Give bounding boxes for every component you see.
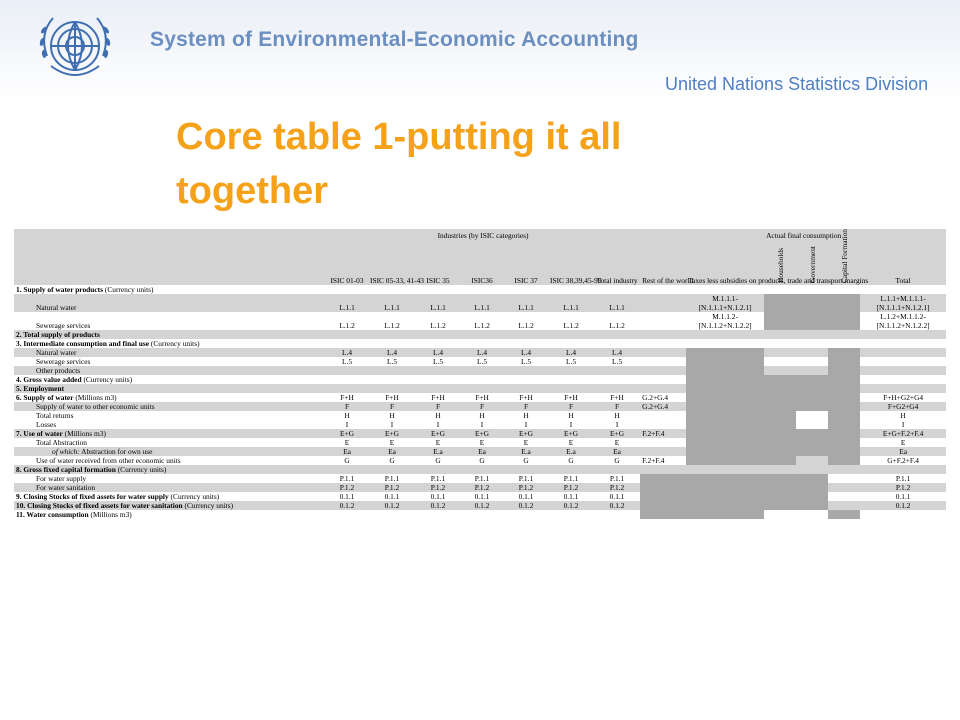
table-cell: F bbox=[435, 402, 441, 411]
table-cell: L.5 bbox=[476, 357, 488, 366]
table-cell bbox=[686, 312, 764, 330]
row-unit: (Millions m3) bbox=[90, 510, 132, 519]
row-label: Total Abstraction bbox=[36, 438, 88, 447]
row-label: For water sanitation bbox=[36, 483, 96, 492]
table-cell: L.4 bbox=[341, 348, 353, 357]
table-cell bbox=[860, 348, 946, 357]
table-cell bbox=[828, 474, 860, 483]
table-cell bbox=[860, 366, 946, 375]
table-cell bbox=[640, 510, 686, 519]
isic-header: ISIC 38,39,45-99 bbox=[550, 276, 602, 285]
table-cell: 0.1.1 bbox=[609, 492, 625, 501]
table-cell: L.1.1 bbox=[474, 303, 490, 312]
table-cell bbox=[860, 312, 946, 330]
table-cell: P.1.1 bbox=[430, 474, 446, 483]
table-cell bbox=[686, 510, 764, 519]
row-title: 3. Intermediate consumption and final use bbox=[16, 339, 150, 348]
table-cell: L.5 bbox=[565, 357, 577, 366]
table-cell: H bbox=[523, 411, 529, 420]
row-label bbox=[14, 447, 326, 456]
table-cell: H bbox=[900, 411, 906, 420]
row-label: Total returns bbox=[36, 411, 74, 420]
households-label: Households bbox=[775, 248, 785, 283]
table-cell: G bbox=[344, 456, 350, 465]
table-cell: F+H bbox=[475, 393, 489, 402]
table-cell bbox=[640, 447, 686, 456]
table-cell bbox=[764, 510, 828, 519]
table-row bbox=[14, 447, 946, 456]
table-cell: I bbox=[390, 420, 394, 429]
row-label: Natural water bbox=[36, 303, 77, 312]
table-cell bbox=[640, 420, 686, 429]
table-cell bbox=[828, 411, 860, 420]
table-cell: L.5 bbox=[612, 357, 623, 366]
table-row bbox=[14, 393, 946, 402]
table-cell bbox=[686, 366, 764, 375]
isic-header: ISIC 35 bbox=[426, 276, 450, 285]
cell-line: L.1.1+M.1.1.1- bbox=[880, 294, 926, 303]
table-cell: F+H+G2+G4 bbox=[883, 393, 924, 402]
table-cell bbox=[686, 456, 796, 465]
row-title: 8. Gross fixed capital formation bbox=[16, 465, 116, 474]
slide-title-line1: Core table 1-putting it all bbox=[176, 116, 622, 158]
row-label bbox=[14, 465, 326, 474]
table-cell: L.4 bbox=[612, 348, 623, 357]
table-row bbox=[14, 456, 946, 465]
table-cell bbox=[764, 366, 828, 375]
table-row bbox=[14, 294, 946, 312]
slide-title bbox=[176, 110, 621, 218]
table-cell: E bbox=[900, 438, 906, 447]
isic-header: Total industry bbox=[596, 276, 638, 285]
core-table-container bbox=[14, 229, 946, 519]
table-cell: F bbox=[614, 402, 620, 411]
table-cell: L.1.2 bbox=[518, 321, 534, 330]
table-cell: E bbox=[523, 438, 529, 447]
table-row bbox=[14, 465, 946, 474]
table-row bbox=[14, 411, 946, 420]
table-cell: E+G+F.2+F.4 bbox=[882, 429, 924, 438]
table-cell: F bbox=[344, 402, 350, 411]
table-cell bbox=[764, 294, 860, 312]
table-cell: P.1.1 bbox=[518, 474, 534, 483]
table-cell: E+G bbox=[430, 429, 446, 438]
table-cell: L.1.1 bbox=[339, 303, 355, 312]
row-unit: (Currency units) bbox=[150, 339, 200, 348]
table-cell: G.2+G.4 bbox=[642, 402, 669, 411]
table-cell: P.1.1 bbox=[609, 474, 625, 483]
row-label: For water supply bbox=[36, 474, 87, 483]
row-unit: (Currency units) bbox=[117, 465, 167, 474]
table-cell bbox=[686, 348, 764, 357]
isic-header: ISIC 37 bbox=[514, 276, 538, 285]
table-cell: F bbox=[389, 402, 395, 411]
table-cell: Ea bbox=[613, 447, 621, 456]
table-cell: P.1.1 bbox=[895, 474, 911, 483]
table-cell: G+F.2+F.4 bbox=[887, 456, 919, 465]
table-cell bbox=[828, 492, 860, 501]
table-cell: P.1.2 bbox=[518, 483, 534, 492]
table-cell: P.1.1 bbox=[563, 474, 579, 483]
row-unit: (Millions m3) bbox=[75, 393, 117, 402]
table-cell: P.1.2 bbox=[563, 483, 579, 492]
table-cell: F+G2+G4 bbox=[887, 402, 919, 411]
row-label bbox=[14, 339, 326, 348]
actual-final-header: Actual final consumption bbox=[766, 230, 842, 240]
table-cell: P.1.2 bbox=[895, 483, 911, 492]
table-cell: L.1.2 bbox=[474, 321, 490, 330]
table-cell: E.a bbox=[566, 447, 576, 456]
table-cell: E bbox=[435, 438, 441, 447]
table-row bbox=[14, 366, 946, 375]
table-cell: Ea bbox=[343, 447, 351, 456]
table-cell: F.2+F.4 bbox=[642, 429, 665, 438]
table-cell: 0.1.2 bbox=[384, 501, 400, 510]
government-label: Government bbox=[807, 246, 817, 283]
table-cell: 0.1.1 bbox=[384, 492, 400, 501]
row-title: 4. Gross value added bbox=[16, 375, 82, 384]
table-cell bbox=[860, 357, 946, 366]
table-row bbox=[14, 348, 946, 357]
cell-line: L.1.2+M.1.1.2- bbox=[880, 312, 926, 321]
table-cell: P.1.1 bbox=[384, 474, 400, 483]
table-row bbox=[14, 330, 946, 339]
table-cell: H bbox=[568, 411, 574, 420]
table-cell bbox=[326, 339, 946, 348]
table-cell bbox=[686, 384, 860, 393]
table-cell: H bbox=[435, 411, 441, 420]
table-cell: G bbox=[389, 456, 395, 465]
table-row bbox=[14, 375, 946, 384]
table-cell: 0.1.2 bbox=[563, 501, 579, 510]
table-cell bbox=[828, 420, 860, 429]
table-cell bbox=[828, 456, 860, 465]
cell-line: M.1.1.1- bbox=[712, 294, 738, 303]
table-cell: H bbox=[614, 411, 620, 420]
table-cell: F+H bbox=[431, 393, 445, 402]
table-row bbox=[14, 483, 946, 492]
table-cell: E+G bbox=[563, 429, 579, 438]
table-cell: G.2+G.4 bbox=[642, 393, 669, 402]
isic-header: ISIC36 bbox=[471, 276, 493, 285]
table-cell bbox=[828, 510, 860, 519]
table-cell: P.1.2 bbox=[339, 483, 355, 492]
table-cell bbox=[686, 402, 860, 411]
table-cell: 0.1.2 bbox=[895, 501, 911, 510]
un-emblem-icon bbox=[25, 4, 125, 94]
table-cell: E+G bbox=[610, 429, 625, 438]
row-label bbox=[14, 393, 326, 402]
cell-line: [N.1.1.1+N.1.2.1] bbox=[698, 303, 752, 312]
table-cell: E bbox=[614, 438, 620, 447]
table-cell bbox=[640, 438, 686, 447]
table-cell: L.5 bbox=[432, 357, 444, 366]
table-cell: P.1.2 bbox=[384, 483, 400, 492]
table-cell: H bbox=[389, 411, 395, 420]
table-cell: P.1.2 bbox=[430, 483, 446, 492]
table-cell bbox=[860, 510, 946, 519]
core-table bbox=[14, 229, 946, 519]
table-cell bbox=[640, 294, 686, 312]
table-row bbox=[14, 429, 946, 438]
table-cell: Ea bbox=[899, 447, 907, 456]
table-cell: L.1.1 bbox=[518, 303, 534, 312]
table-cell: I bbox=[524, 420, 528, 429]
table-cell: G bbox=[614, 456, 620, 465]
table-cell bbox=[326, 366, 686, 375]
table-cell: F bbox=[523, 402, 529, 411]
table-cell bbox=[326, 285, 946, 294]
table-cell: F+H bbox=[385, 393, 399, 402]
row-title: 10. Closing Stocks of fixed assets for water sanitation bbox=[16, 501, 183, 510]
table-cell: H bbox=[479, 411, 485, 420]
table-cell bbox=[686, 438, 860, 447]
row-unit: (Currency units) bbox=[83, 375, 133, 384]
cell-line: M.1.1.2- bbox=[712, 312, 738, 321]
row-label: 2. Total supply of products bbox=[16, 330, 100, 339]
row-label: Natural water bbox=[36, 348, 77, 357]
row-unit: (Millions m3) bbox=[64, 429, 106, 438]
row-unit: (Currency units) bbox=[104, 285, 154, 294]
table-cell bbox=[796, 456, 828, 465]
capital-formation-label: Capital Formation bbox=[839, 229, 849, 283]
table-cell: E bbox=[389, 438, 395, 447]
table-cell: E bbox=[479, 438, 485, 447]
industries-header: Industries (by ISIC categories) bbox=[437, 230, 529, 240]
table-cell: 0.1.1 bbox=[895, 492, 911, 501]
table-cell: F.2+F.4 bbox=[642, 456, 665, 465]
org-title: System of Environmental-Economic Accounting bbox=[150, 28, 639, 51]
row-title: 1. Supply of water products bbox=[16, 285, 103, 294]
table-cell bbox=[640, 348, 686, 357]
table-cell bbox=[828, 357, 860, 366]
table-cell: 0.1.2 bbox=[430, 501, 446, 510]
row-label: Sewerage services bbox=[36, 357, 91, 366]
table-row bbox=[14, 501, 946, 510]
table-cell bbox=[796, 420, 828, 429]
table-cell bbox=[640, 357, 686, 366]
table-cell: F+H bbox=[564, 393, 578, 402]
table-cell: L.4 bbox=[432, 348, 444, 357]
table-cell: L.1.2 bbox=[430, 321, 446, 330]
table-cell: E+G bbox=[339, 429, 355, 438]
table-cell: I bbox=[615, 420, 619, 429]
cell-line: [N.1.1.2+N.1.2.2] bbox=[876, 321, 930, 330]
row-label: Other products bbox=[36, 366, 81, 375]
table-cell bbox=[640, 492, 828, 501]
table-cell: E+G bbox=[384, 429, 400, 438]
table-cell bbox=[686, 393, 860, 402]
table-cell: 0.1.1 bbox=[518, 492, 534, 501]
table-row bbox=[14, 474, 946, 483]
table-cell bbox=[828, 501, 860, 510]
table-cell: 0.1.1 bbox=[563, 492, 579, 501]
table-cell bbox=[764, 348, 828, 357]
table-cell: E+G bbox=[474, 429, 490, 438]
table-cell: P.1.1 bbox=[339, 474, 355, 483]
table-cell bbox=[828, 348, 860, 357]
table-cell: E bbox=[344, 438, 350, 447]
row-label: Sewerage services bbox=[36, 321, 91, 330]
table-cell: L.5 bbox=[386, 357, 398, 366]
table-cell: L.1.2 bbox=[339, 321, 355, 330]
table-row bbox=[14, 420, 946, 429]
table-row bbox=[14, 285, 946, 294]
table-cell: Ea bbox=[478, 447, 486, 456]
row-label bbox=[14, 285, 326, 294]
table-cell: L.5 bbox=[341, 357, 353, 366]
table-cell: E bbox=[568, 438, 574, 447]
table-cell: 0.1.2 bbox=[609, 501, 625, 510]
table-cell: 0.1.1 bbox=[474, 492, 490, 501]
table-cell: I bbox=[345, 420, 349, 429]
table-cell: P.1.2 bbox=[609, 483, 625, 492]
table-cell: I bbox=[901, 420, 905, 429]
table-cell: L.1.1 bbox=[609, 303, 625, 312]
table-cell bbox=[764, 357, 828, 366]
table-cell: L.5 bbox=[520, 357, 532, 366]
table-cell: E.a bbox=[433, 447, 443, 456]
table-cell: L.1.1 bbox=[430, 303, 446, 312]
table-row bbox=[14, 357, 946, 366]
row-title: 7. Use of water bbox=[16, 429, 63, 438]
table-cell: 0.1.2 bbox=[474, 501, 490, 510]
table-cell: L.1.1 bbox=[384, 303, 400, 312]
row-label: Use of water received from other economic units bbox=[36, 456, 181, 465]
row-label: Supply of water to other economic units bbox=[36, 402, 155, 411]
slide-header bbox=[0, 0, 960, 104]
table-cell: 0.1.2 bbox=[339, 501, 355, 510]
table-cell: L.4 bbox=[476, 348, 488, 357]
table-cell bbox=[860, 384, 946, 393]
row-label bbox=[14, 510, 326, 519]
table-cell: F+H bbox=[610, 393, 624, 402]
table-cell: I bbox=[436, 420, 440, 429]
table-cell bbox=[686, 420, 796, 429]
table-cell bbox=[640, 312, 686, 330]
header-blank bbox=[14, 229, 326, 285]
table-cell bbox=[326, 375, 686, 384]
table-row bbox=[14, 339, 946, 348]
table-cell: L.1.2 bbox=[609, 321, 625, 330]
row-label bbox=[14, 375, 326, 384]
table-cell bbox=[686, 447, 860, 456]
row-title: 9. Closing Stocks of fixed assets for water supply bbox=[16, 492, 169, 501]
table-cell bbox=[640, 483, 828, 492]
table-cell bbox=[796, 411, 828, 420]
row-title: 11. Water consumption bbox=[16, 510, 89, 519]
table-cell bbox=[860, 375, 946, 384]
table-cell bbox=[686, 357, 764, 366]
table-cell: F bbox=[479, 402, 485, 411]
table-header-row-1 bbox=[14, 229, 946, 240]
table-cell bbox=[326, 465, 946, 474]
cell-line: [N.1.1.2+N.1.2.2] bbox=[698, 321, 752, 330]
table-cell: I bbox=[569, 420, 573, 429]
table-cell: I bbox=[480, 420, 484, 429]
table-cell bbox=[326, 330, 946, 339]
rest-of-world-header: Rest of the world bbox=[642, 276, 694, 285]
table-row bbox=[14, 312, 946, 330]
division-name: United Nations Statistics Division bbox=[665, 74, 929, 94]
total-header: Total bbox=[895, 276, 911, 285]
table-cell bbox=[828, 366, 860, 375]
row-label-italic: of which: bbox=[52, 447, 80, 456]
table-row bbox=[14, 510, 946, 519]
row-label: 5. Employment bbox=[16, 384, 65, 393]
slide-title-line2: together bbox=[176, 170, 328, 212]
table-cell: Ea bbox=[388, 447, 396, 456]
table-cell bbox=[686, 375, 860, 384]
taxes-header: Taxes less subsidies on products, trade and transport margins bbox=[688, 276, 869, 285]
row-unit: (Currency units) bbox=[184, 501, 234, 510]
table-cell: F+H bbox=[340, 393, 354, 402]
row-label bbox=[14, 492, 326, 501]
table-cell bbox=[326, 510, 640, 519]
table-row bbox=[14, 492, 946, 501]
table-cell: L.4 bbox=[386, 348, 398, 357]
table-cell bbox=[640, 474, 828, 483]
table-cell: L.1.1 bbox=[563, 303, 579, 312]
table-cell: H bbox=[344, 411, 350, 420]
table-cell bbox=[686, 411, 796, 420]
table-cell: L.4 bbox=[520, 348, 532, 357]
table-row bbox=[14, 384, 946, 393]
table-cell: L.1.2 bbox=[563, 321, 579, 330]
table-cell: G bbox=[523, 456, 529, 465]
table-cell bbox=[640, 501, 828, 510]
table-cell: 0.1.1 bbox=[430, 492, 446, 501]
table-cell: G bbox=[479, 456, 485, 465]
table-cell: E.a bbox=[521, 447, 531, 456]
row-label bbox=[14, 501, 326, 510]
isic-header: ISIC 01-03 bbox=[330, 276, 364, 285]
table-cell: G bbox=[568, 456, 574, 465]
table-cell: F bbox=[568, 402, 574, 411]
table-row bbox=[14, 438, 946, 447]
table-cell bbox=[326, 384, 686, 393]
row-label bbox=[14, 429, 326, 438]
isic-header: ISIC 05-33, 41-43 bbox=[370, 276, 424, 285]
table-cell: E+G bbox=[518, 429, 534, 438]
table-cell: P.1.1 bbox=[474, 474, 490, 483]
table-cell: L.4 bbox=[565, 348, 577, 357]
table-cell: 0.1.2 bbox=[518, 501, 534, 510]
row-title: 6. Supply of water bbox=[16, 393, 74, 402]
table-row bbox=[14, 402, 946, 411]
table-cell: 0.1.1 bbox=[339, 492, 355, 501]
table-cell: G bbox=[435, 456, 441, 465]
row-label-text: Abstraction for own use bbox=[81, 447, 153, 456]
table-cell: P.1.2 bbox=[474, 483, 490, 492]
table-cell: F+H bbox=[519, 393, 533, 402]
table-cell bbox=[828, 483, 860, 492]
cell-line: [N.1.1.1+N.1.2.1] bbox=[876, 303, 930, 312]
table-cell bbox=[686, 429, 860, 438]
table-cell bbox=[860, 294, 946, 312]
table-cell bbox=[764, 312, 860, 330]
row-unit: (Currency units) bbox=[170, 492, 220, 501]
table-cell bbox=[686, 294, 764, 312]
row-label: Losses bbox=[36, 420, 57, 429]
table-cell bbox=[640, 411, 686, 420]
table-cell: L.1.2 bbox=[384, 321, 400, 330]
